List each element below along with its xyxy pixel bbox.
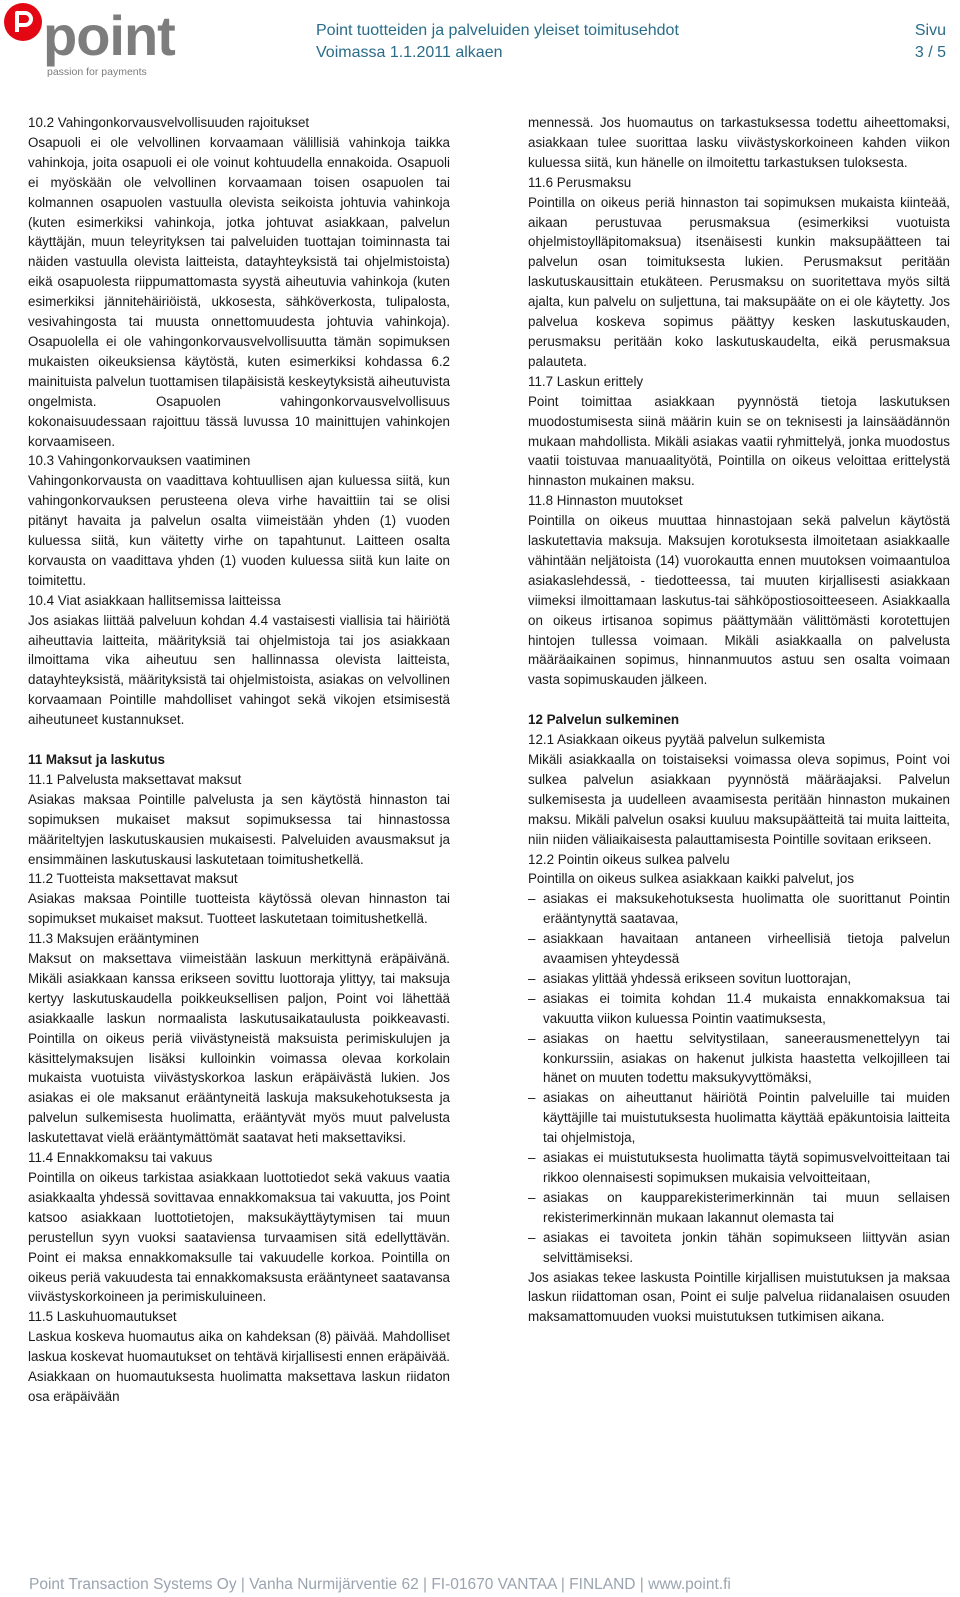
paragraph: Mikäli asiakkaalla on toistaiseksi voimassa oleva sopimus, Point voi sulkea palvelun asiakkaan pyynnöstä määräajaksi. Palvelun sulkemisesta ja uudelleen avaamisesta peritään hinnaston mukainen maksu. Mikäli palvelun osaksi kuuluu maksupäätteitä tai muita laitteita, niin niiden väliaikaisesta palauttamisesta Pointille sovitaan erikseen. (528, 751, 950, 847)
list-item: – asiakkaan havaitaan antaneen virheellisiä tietoja palvelun avaamisen yhteydessä (528, 929, 950, 969)
list-item: – asiakas ei tavoiteta jonkin tähän sopimukseen liittyvän asian selvittämiseksi. (528, 1228, 950, 1268)
paragraph: Asiakas maksaa Pointille palvelusta ja sen käytöstä hinnaston tai sopimuksen mukaiset maksut sopimuksessa tai hinnastossa määriteltyjen laskutuskausien mukaisesti. Palveluiden avausmaksut ja ensimmäinen laskutuskausi laskutetaan toimitushetkellä. (28, 791, 450, 867)
bullet-list (528, 889, 950, 1267)
list-item: – asiakas ei muistutuksesta huolimatta täytä sopimusvelvoitteitaan tai rikkoo olennaisesti sopimuksen mukaisia velvoitteitaan, (528, 1148, 950, 1188)
logo-tagline: passion for payments (47, 66, 147, 78)
paragraph: 12.2 Pointin oikeus sulkea palvelu (528, 851, 730, 867)
paragraph: Point toimittaa asiakkaan pyynnöstä tietoja laskutuksen muodostumisesta siinä määrin kuin se on teknisesti ja lainsäädännön mukaan mahdollista. Mikäli asiakas vaatii ryhmittelyä, jonka muodostus vaatii toistuvaa manuaalityötä, Pointilla on oikeus veloittaa erittelystä hinnaston mukainen maksu. (528, 393, 950, 489)
paragraph: Pointilla on oikeus sulkea asiakkaan kaikki palvelut, jos (528, 871, 855, 887)
paragraph: Maksut on maksettava viimeistään laskuun merkittynä eräpäivänä. Mikäli asiakkaan kanssa erikseen sovittu luottoraja ylittyy, tai maksuja kertyy laskutuskaudella poikkeuksellisen paljon, Point voi lähettää asiakkaalle laskun normaalista laskutusaikataulusta poikkeavasti. Pointilla on oikeus periä viivästyneistä maksuista perimiskulujen ja käsittelymaksujen lisäksi kulloinkin voimassa olevaa korkolain mukaista vuotuista viivästyskorkoa laskun eräpäivästä lukien. Jos asiakas ei ole maksanut erääntyneitä laskuja maksukehotuksesta ja palvelun sulkemisesta huolimatta, erääntyvät myös muut palvelusta laskutettavat vielä erääntymättömät saatavat heti maksettaviksi. (28, 951, 450, 1146)
paragraph: Asiakas maksaa Pointille tuotteista käytössä olevan hinnaston tai sopimukset mukaiset maksut. Tuotteet laskutetaan toimitushetkellä. (28, 891, 450, 927)
paragraph: 11.6 Perusmaksu (528, 174, 632, 190)
paragraph: Jos asiakas liittää palveluun kohdan 4.4 vastaisesti viallisia tai häiriötä aiheuttavia laitteita, määrityksiä tai ohjelmistoja tai jos asiakkaan ilmoittama vika aiheutuu sen hallinnassa olevista laitteista, datayhteyksistä, määrityksistä tai ohjelmistoista, asiakas on velvollinen korvaamaan Pointille mahdolliset vahingot sekä vikojen etsimisestä aiheutuneet kustannukset. (28, 612, 450, 728)
paragraph: 11.4 Ennakkomaksu tai vakuus (28, 1150, 213, 1166)
list-item: – asiakas on aiheuttanut häiriötä Pointin palveluille tai muiden käyttäjille tai muistutuksesta huolimatta käyttää epäkuntoisia laitteita tai ohjelmistoja, (528, 1088, 950, 1148)
list-item: – asiakas ei toimita kohdan 11.4 mukaista ennakkomaksua tai vakuutta viikon kuluessa Pointin vaatimuksesta, (528, 989, 950, 1029)
page-indicator (915, 20, 946, 64)
paragraph: Pointilla on oikeus periä hinnaston tai sopimuksen mukaista kiinteää, aikaan perustuvaa perusmaksua (esimerkiksi vuotuista ohjelmistoylläpitomaksua) itsenäisesti kunkin maksupäätteen tai palvelun osan toimituksesta lukien. Perusmaksut peritään laskutuskausittain etukäteen. Perusmaksu on suoritettava myös siltä ajalta, kun palvelu on suljettuna, tai maksupääte on ei ole käytetty. Jos palvelua koskeva sopimus päättyy kesken laskutuskauden, perusmaksu peritään koko laskutuskaudelta, eikä perusmaksua palauteta. (528, 194, 950, 369)
point-logo (3, 2, 183, 80)
paragraph: Pointilla on oikeus tarkistaa asiakkaan luottotiedot sekä vakuus vaatia asiakkaalta yhdessä sovittavaa ennakkomaksua tai vakuutta, jos Point katsoo asiakkaan luottotietojen, maksukäyttäytymisen tai muun perustellun syyn vuoksi saataviensa turvaamisen sitä edellyttävän. Point ei maksa ennakkomaksulle tai vakuudelle korkoa. Pointilla on oikeus periä vakuudesta tai ennakkomaksusta erääntyneet saatavansa viivästyskorkoineen ja perimiskuluineen. (28, 1170, 450, 1305)
paragraph: Jos asiakas tekee laskusta Pointille kirjallisen muistutuksen ja maksaa laskun riidattoman osan, Point ei sulje palvelua riidanalaisen osuuden maksamattomuuden vuoksi muistutuksen tutkimisen aikana. (528, 1269, 950, 1325)
paragraph: 11.3 Maksujen erääntyminen (28, 931, 199, 947)
paragraph: 11.1 Palvelusta maksettavat maksut (28, 771, 242, 787)
right-column (528, 113, 950, 1327)
paragraph: 11.7 Laskun erittely (528, 373, 644, 389)
section-heading: 11 Maksut ja laskutus (28, 751, 165, 767)
list-item: – asiakas ei maksukehotuksesta huolimatta ole suorittanut Pointin erääntynyttä saatavaa, (528, 889, 950, 929)
paragraph: Laskua koskeva huomautus aika on kahdeksan (8) päivää. Mahdolliset laskua koskevat huomautukset on tehtävä kirjallisesti ennen eräpäivää. Asiakkaan on huomautuksesta huolimatta maksettava laskun riidaton osa eräpäivään (28, 1329, 450, 1404)
list-item: – asiakas on haettu selvitystilaan, saneerausmenettelyyn tai konkurssiin, asiakas on hakenut julkista haastetta velkojilleen tai hänet on muuten todettu maksukyvyttömäksi, (528, 1029, 950, 1089)
left-column (28, 113, 450, 1407)
paragraph: Osapuoli ei ole velvollinen korvaamaan välillisiä vahinkoja taikka vahinkoja, joita osapuoli ei ole voinut kohtuudella ennakoida. Osapuoli ei myöskään ole velvollinen korvaamaan toisen osapuolen tai kolmannen osapuolen vastuulla olevista seikoista johtuvia vahinkoja (kuten esimerkiksi vahinkoja, jotka johtuvat asiakkaan, palvelun käyttäjän, muun teleyrityksen tai palveluiden tuottajan toiminnasta tai näiden vastuulla olevista laitteista, datayhteyksistä tai ohjelmistoista) eikä osapuolesta riippumattomasta syystä aiheutuvia vahinkoja (kuten esimerkiksi jännitehäiriöistä, ukkosesta, sähköverkosta, tulipalosta, vesivahingosta tai muusta onnettomuudesta johtuvia vahinkoja). Osapuolella ei ole vahingonkorvausvelvollisuutta tämän sopimuksen mukaisten oikeuksiensa käytöstä, kuten esimerkiksi kohdassa 6.2 mainituista palvelun tuottamisen tilapäisistä keskeytyksistä aiheutuvista ongelmista. Osapuolen vahingonkorvausvelvollisuus kokonaisuudessaan rajoittuu tässä luvussa 10 mainittujen vahinkojen korvaamiseen. (28, 134, 451, 449)
list-item: – asiakas ylittää yhdessä erikseen sovitun luottorajan, (528, 969, 950, 989)
page-number: 3 / 5 (914, 44, 946, 61)
paragraph: 11.8 Hinnaston muutokset (528, 493, 683, 509)
list-item: – asiakas on kaupparekisterimerkinnän tai muun sellaisen rekisterimerkinnän mukaan lakannut olemasta tai (528, 1188, 950, 1228)
paragraph: 11.2 Tuotteista maksettavat maksut (28, 871, 238, 887)
paragraph: 10.4 Viat asiakkaan hallitsemissa laitteissa (28, 592, 281, 608)
paragraph: 12.1 Asiakkaan oikeus pyytää palvelun sulkemista (528, 732, 825, 748)
paragraph: Pointilla on oikeus muuttaa hinnastojaan sekä palvelun käytöstä laskutettavia maksuja. Maksujen korotuksesta ilmoitetaan asiakkaalle vähintään neljätoista (14) vuorokautta ennen muutoksen voimaantuloa asiakaslehdessä, - tiedotteessa, tai muuten kirjallisesti asiakkaan viimeksi ilmoittamaan laskutus-tai sähköpostiosoitteeseen. Asiakkaalla on oikeus irtisanoa sopimus päättymään välittömästi korotettujen hintojen tullessa voimaan. Mikäli asiakkaalla on palvelusta määräaikainen sopimus, hinnanmuutos astuu sen osalta voimaan vasta sopimuskauden jälkeen. (528, 513, 950, 688)
validity-date: Voimassa 1.1.2011 alkaen (316, 44, 503, 61)
paragraph: 10.3 Vahingonkorvauksen vaatiminen (28, 453, 251, 469)
section-heading: 12 Palvelun sulkeminen (528, 712, 680, 728)
footer: Point Transaction Systems Oy | Vanha Nurmijärventie 62 | FI-01670 VANTAA | FINLAND | www.point.fi (29, 1576, 731, 1593)
paragraph: 11.5 Laskuhuomautukset (28, 1309, 177, 1325)
document-title: Point tuotteiden ja palveluiden yleiset toimitusehdot (316, 22, 679, 39)
paragraph: Vahingonkorvausta on vaadittava kohtuullisen ajan kuluessa siitä, kun vahingonkorvauksen perusteena oleva virhe havaittiin tai se olisi pitänyt havaita ja palvelun osalta viimeistään yhden (1) vuoden kuluessa siitä, kun väitetty virhe on tapahtunut. Laitteen osalta korvausta on vaadittava yhden (1) vuoden kuluessa siitä kun laite on toimitettu. (28, 473, 450, 588)
paragraph: mennessä. Jos huomautus on tarkastuksessa todettu aiheettomaksi, asiakkaan tulee suorittaa lasku viivästyskorkoineen kahden viikon kuluessa siitä, kun hänelle on ilmoitettu tarkastuksen tuloksesta. (528, 115, 950, 170)
header-title (316, 20, 736, 64)
paragraph: 10.2 Vahingonkorvausvelvollisuuden rajoitukset (28, 115, 310, 130)
logo-wordmark: point (43, 4, 175, 67)
logo-mark-icon (3, 2, 47, 46)
page-label: Sivu (914, 22, 946, 39)
